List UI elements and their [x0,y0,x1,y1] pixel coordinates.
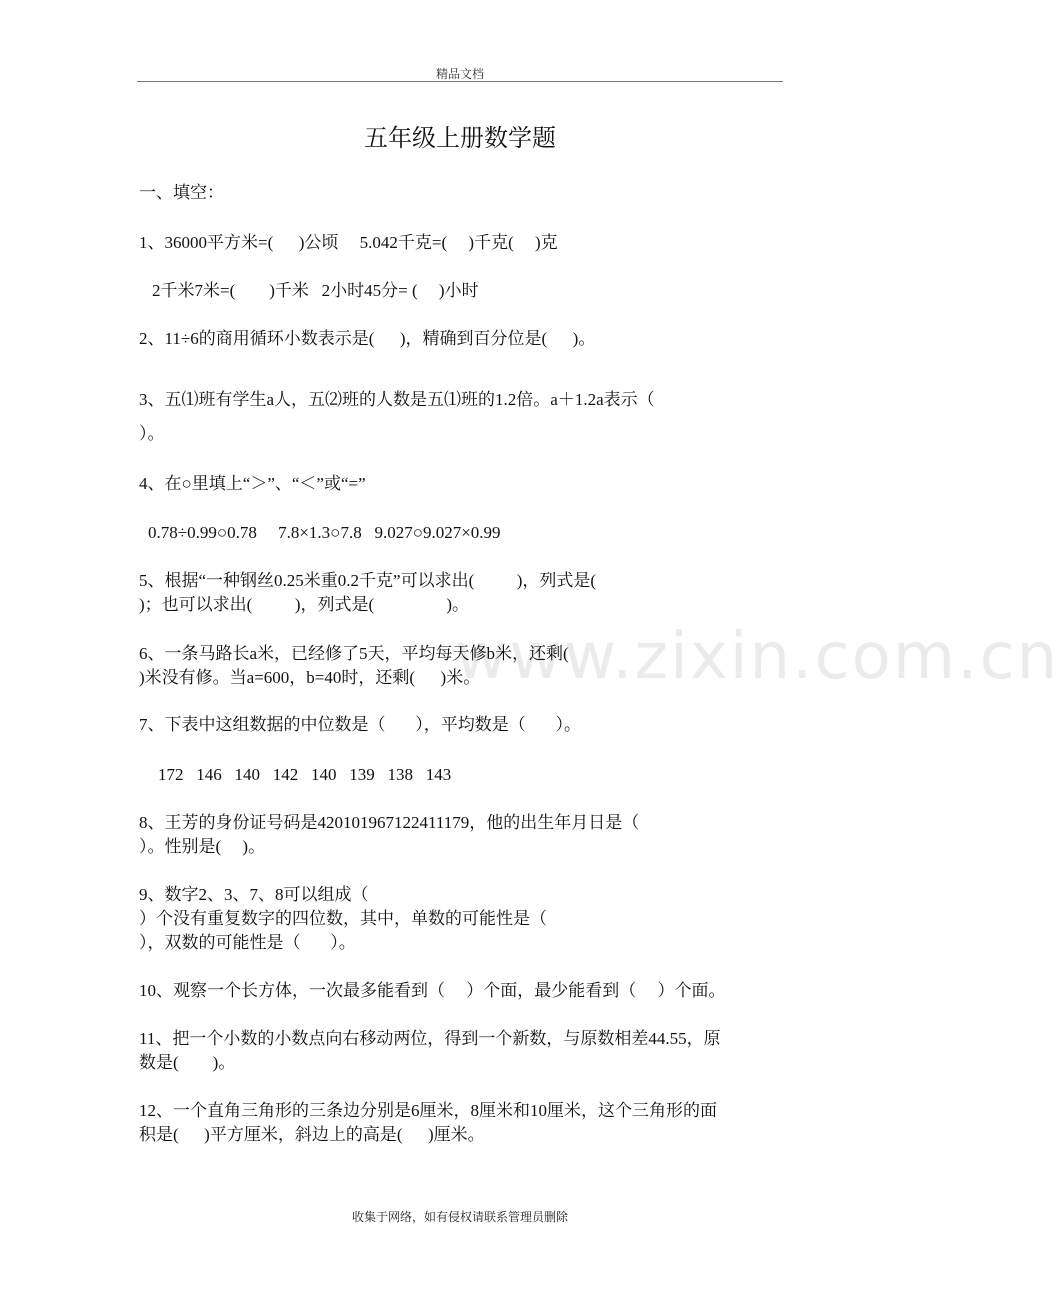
question-5-line-2: )；也可以求出( )，列式是( )。 [139,595,470,614]
section-heading: 一、填空： [139,183,224,202]
question-11-line-2: 数是( )。 [139,1053,236,1072]
question-6-line-1: 6、一条马路长a米，已经修了5天，平均每天修b米，还剩( [139,644,569,663]
question-3-line-1: 3、五⑴班有学生a人，五⑵班的人数是五⑴班的1.2倍。a＋1.2a表示（ [139,390,655,409]
page-footer-text: 收集于网络，如有侵权请联系管理员删除 [351,1210,568,1224]
question-7: 7、下表中这组数据的中位数是（ ），平均数是（ ）。 [139,715,581,734]
question-9-line-2: ）个没有重复数字的四位数，其中，单数的可能性是（ [139,909,547,928]
question-2: 2、11÷6的商用循环小数表示是( )，精确到百分位是( )。 [139,329,596,348]
question-9-line-3: ），双数的可能性是（ ）。 [139,933,356,952]
question-3-line-2: ）。 [139,424,165,443]
question-8-line-2: ）。性别是( )。 [139,837,266,856]
question-5-line-1: 5、根据“一种钢丝0.25米重0.2千克”可以求出( )，列式是( [139,571,597,590]
question-10: 10、观察一个长方体，一次最多能看到（ ）个面，最少能看到（ ）个面。 [139,981,726,1000]
question-12-line-2: 积是( )平方厘米，斜边上的高是( )厘米。 [139,1125,485,1144]
page-header-text: 精品文档 [435,67,484,81]
question-9-line-1: 9、数字2、3、7、8可以组成（ [139,885,369,904]
question-4-line-2: 0.78÷0.99○0.78 7.8×1.3○7.8 9.027○9.027×0.99 [148,523,501,542]
header-divider [137,81,783,82]
question-1-line-2: 2千米7米=( )千米 2小时45分= ( )小时 [152,281,479,300]
question-8-line-1: 8、王芳的身份证号码是420101967122411179，他的出生年月日是（ [139,813,640,832]
watermark: www.zixin.com.cn [455,620,1059,694]
question-6-line-2: )米没有修。当a=600，b=40时，还剩( )米。 [139,668,481,687]
question-12-line-1: 12、一个直角三角形的三条边分别是6厘米，8厘米和10厘米，这个三角形的面 [139,1101,717,1120]
document-title: 五年级上册数学题 [364,124,556,152]
question-1-line-1: 1、36000平方米=( )公顷 5.042千克=( )千克( )克 [139,233,558,252]
question-7-data: 172 146 140 142 140 139 138 143 [158,765,452,784]
question-11-line-1: 11、把一个小数的小数点向右移动两位，得到一个新数，与原数相差44.55，原 [139,1029,721,1048]
question-4-line-1: 4、在○里填上“＞”、“＜”或“=” [139,474,366,493]
